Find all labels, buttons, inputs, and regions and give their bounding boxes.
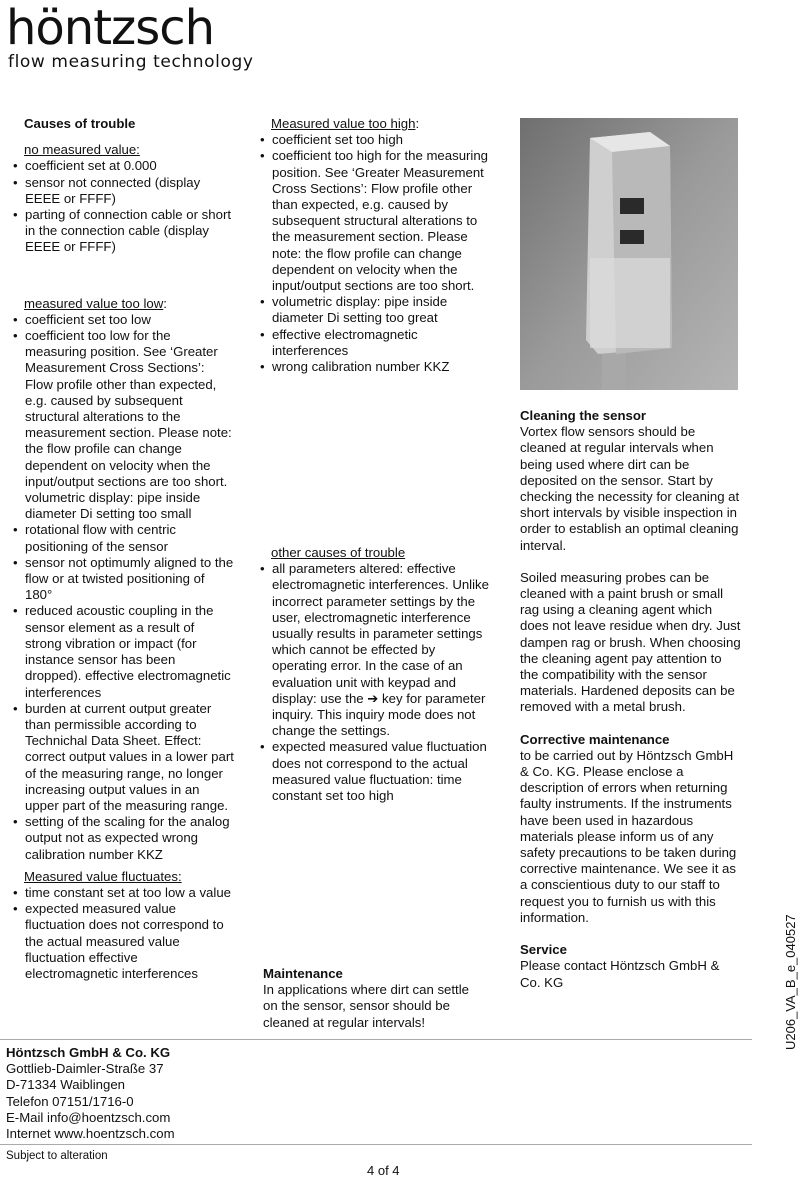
sensor-photo	[520, 118, 738, 390]
subheading-too-high: Measured value too high:	[271, 116, 420, 131]
list-item: • burden at current output greater than permissible according to Technichal Data Sheet. Effect: correct output values in a lower part of the measuring range, no longer increasing output values in an upper part of the measuring range.	[14, 701, 234, 814]
list-item: • sensor not connected (display EEEE or FFFF)	[14, 175, 234, 207]
document-code: U206_VA_B_e_040527	[783, 914, 798, 1050]
list-item: • rotational flow with centric positioning of the sensor	[14, 522, 234, 554]
maintenance-block	[263, 966, 478, 1031]
column-high-other	[261, 116, 489, 375]
maintenance-text: In applications where dirt can settle on the sensor, sensor should be cleaned at regular intervals!	[263, 982, 469, 1030]
list-item: • effective electromagnetic interferences	[261, 327, 489, 359]
list-item: • setting of the scaling for the analog output not as expected wrong calibration number KKZ	[14, 814, 234, 863]
alteration-note: Subject to alteration	[6, 1150, 108, 1162]
list-item: • sensor not optimumly aligned to the flow or at twisted positioning of 180°	[14, 555, 234, 604]
footer-divider	[0, 1039, 752, 1040]
brand-logo: höntzsch	[6, 0, 215, 56]
list-item: • volumetric display: pipe inside diameter Di setting too great	[261, 294, 489, 326]
column-other-causes	[261, 545, 489, 804]
list-item: • coefficient too low for the measuring position. See ‘Greater Measurement Cross Sections’: Flow profile other than expected, e.g. caused by subsequent structural alterations to the measurement section. Please note: the flow profile can change dependent on velocity when the input/output sections are too short. volumetric display: pipe inside diameter Di setting too small	[14, 328, 234, 522]
service-heading: Service	[520, 942, 567, 958]
brand-tagline: flow measuring technology	[8, 52, 254, 72]
street: Gottlieb-Daimler-Straße 37	[6, 1061, 164, 1077]
page-number: 4 of 4	[367, 1163, 400, 1178]
cleaning-paragraph: Soiled measuring probes can be cleaned with a paint brush or small rag using a cleaning agent which does not leave residue when dry. Just dampen rag or brush. When choosing the cleaning agent pay attention to the compatibility with the sensor materials. Hardened deposits can be removed with a metal brush.	[520, 569, 741, 715]
list-item: • coefficient set at 0.000	[14, 158, 234, 174]
list-item: • reduced acoustic coupling in the sensor element as a result of strong vibration or impact (for instance sensor has been dropped). effective electromagnetic interferences	[14, 603, 234, 700]
corrective-heading: Corrective maintenance	[520, 731, 670, 747]
list-item: • expected measured value fluctuation does not correspond to the actual measured value fluctuation: time constant set too high	[261, 739, 489, 804]
city: D-71334 Waiblingen	[6, 1077, 126, 1093]
maintenance-heading: Maintenance	[263, 966, 343, 981]
cleaning-paragraph: Vortex flow sensors should be cleaned at regular intervals when being used where dirt can be deposited on the sensor. Start by checking the necessity for cleaning at short intervals by visible inspection in order to establish an optimal cleaning interval.	[520, 424, 740, 553]
section-title: Causes of trouble	[24, 116, 136, 131]
subheading-other: other causes of trouble	[271, 545, 406, 560]
subheading-fluctuates: Measured value fluctuates:	[24, 868, 182, 884]
service-text: Please contact Höntzsch GmbH & Co. KG	[520, 958, 720, 990]
list-item: • parting of connection cable or short in the connection cable (display EEEE or FFFF)	[14, 207, 234, 256]
list-item: • coefficient set too low	[14, 312, 234, 328]
cleaning-heading: Cleaning the sensor	[520, 408, 647, 423]
list-item: • wrong calibration number KKZ	[261, 359, 489, 375]
column-causes	[14, 116, 234, 982]
column-cleaning	[520, 408, 742, 991]
email[interactable]: E-Mail info@hoentzsch.com	[6, 1109, 171, 1125]
website[interactable]: Internet www.hoentzsch.com	[6, 1126, 175, 1142]
footer-address	[6, 1045, 175, 1142]
list-item: • coefficient set too high	[261, 132, 489, 148]
list-item: • all parameters altered: effective electromagnetic interferences. Unlike incorrect parameter settings by the user, electromagnetic interference usually results in parameter settings which cannot be effected by operating error. In the case of an evaluation unit with keypad and display: use the ➔ key for parameter inquiry. This inquiry mode does not change the settings.	[261, 561, 489, 739]
phone: Telefon 07151/1716-0	[6, 1093, 134, 1109]
subheading-no-value: no measured value:	[24, 142, 140, 158]
subheading-too-low: measured value too low:	[24, 295, 167, 311]
footer-divider	[0, 1144, 752, 1145]
corrective-text: to be carried out by Höntzsch GmbH & Co. KG. Please enclose a description of errors when returning faulty instruments. If the instruments have been used in hazardous materials please inform us of any safety precautions to be taken during corrective maintenance. We see it as a conscientious duty to our staff to request you to furnish us with this information.	[520, 747, 737, 925]
list-item: • time constant set at too low a value	[14, 885, 234, 901]
list-item: • expected measured value fluctuation does not correspond to the actual measured value fluctuation effective electromagnetic interferences	[14, 901, 234, 982]
list-item: • coefficient too high for the measuring position. See ‘Greater Measurement Cross Sections’: Flow profile other than expected, e.g. caused by subsequent structural alterations to the measurement section. Please note: the flow profile can change dependent on velocity when the input/output sections are too short.	[261, 148, 489, 294]
company-name: Höntzsch GmbH & Co. KG	[6, 1045, 171, 1060]
